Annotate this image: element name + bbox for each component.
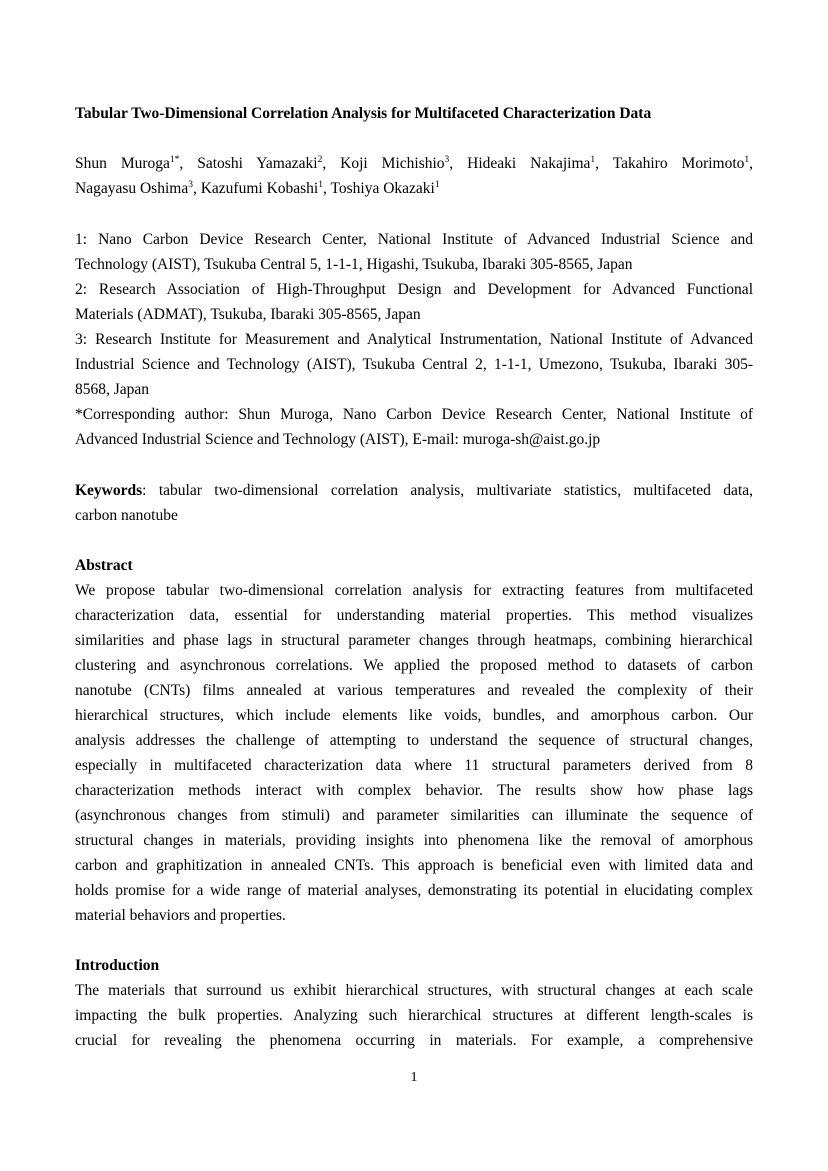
- abstract-line: carbon and graphitization in annealed CNTs. This approach is beneficial even with limited data and: [75, 857, 753, 874]
- author: Satoshi Yamazaki: [197, 155, 318, 172]
- keywords-line: carbon nanotube: [75, 507, 178, 524]
- author-line-1: Shun Muroga$^{1*}$, Satoshi Yamazaki$^2$, Koji Michishio$^3$, Hideaki Nakajima$^1$, Takahiro Morimoto$^1$,: [75, 154, 754, 172]
- author-affil-mark: 2: [317, 154, 323, 165]
- author: Koji Michishio: [340, 155, 445, 172]
- page-number: 1: [410, 1070, 418, 1085]
- author-affil-mark: 1: [318, 179, 323, 190]
- introduction-line: impacting the bulk properties. Analyzing such hierarchical structures at different length-scales is: [75, 1007, 753, 1024]
- affiliation-line: Industrial Science and Technology (AIST), Tsukuba Central 2, 1-1-1, Umezono, Tsukuba, Ibaraki 305-: [75, 356, 753, 373]
- author-line-2: Nagayasu Oshima$^3$, Kazufumi Kobashi$^1$, Toshiya Okazaki$^1$: [75, 179, 440, 197]
- abstract-line: analysis addresses the challenge of attempting to understand the sequence of structural changes,: [75, 732, 753, 749]
- affiliation-line: 3: Research Institute for Measurement and Analytical Instrumentation, National Institute of Advanced: [75, 331, 753, 348]
- author-affil-mark: 1: [434, 179, 440, 190]
- author: Nagayasu Oshima: [75, 180, 189, 197]
- introduction-heading: Introduction: [75, 957, 160, 974]
- author: Toshiya Okazaki: [330, 180, 435, 197]
- author-affil-mark: 1*: [169, 154, 180, 165]
- author-affil-mark: 1: [590, 154, 596, 165]
- introduction-line: crucial for revealing the phenomena occurring in materials. For example, a comprehensive: [75, 1032, 753, 1049]
- author: Takahiro Morimoto: [612, 155, 745, 172]
- affiliation-line: Materials (ADMAT), Tsukuba, Ibaraki 305-8565, Japan: [75, 306, 421, 323]
- abstract-line: material behaviors and properties.: [75, 907, 286, 924]
- affiliation-line: 2: Research Association of High-Throughput Design and Development for Advanced Functional: [75, 281, 753, 298]
- abstract-line: especially in multifaceted characterization data where 11 structural parameters derived from 8: [75, 757, 753, 774]
- affiliation-line: Technology (AIST), Tsukuba Central 5, 1-1-1, Higashi, Tsukuba, Ibaraki 305-8565, Japan: [75, 256, 633, 273]
- abstract-heading: Abstract: [75, 557, 133, 574]
- keywords-text: : tabular two-dimensional correlation analysis, multivariate statistics, multifaceted data,: [142, 482, 753, 499]
- author: Shun Muroga: [75, 155, 170, 172]
- paper-title: Tabular Two-Dimensional Correlation Analysis for Multifaceted Characterization Data: [75, 105, 652, 122]
- introduction-line: The materials that surround us exhibit hierarchical structures, with structural changes at each scale: [75, 982, 753, 999]
- abstract-body: [75, 578, 753, 928]
- author-list: [75, 151, 753, 201]
- affiliation-line: 8568, Japan: [75, 381, 150, 398]
- abstract-line: holds promise for a wide range of material analyses, demonstrating its potential in elucidating complex: [75, 882, 753, 899]
- affiliations: [75, 227, 753, 452]
- abstract-line: characterization methods interact with complex behavior. The results show how phase lags: [75, 782, 753, 799]
- author-affil-mark: 1: [744, 154, 750, 165]
- abstract-line: clustering and asynchronous correlations. We applied the proposed method to datasets of carbon: [75, 657, 753, 674]
- author: Hideaki Nakajima: [467, 155, 591, 172]
- abstract-line: similarities and phase lags in structural parameter changes through heatmaps, combining hierarchical: [75, 632, 753, 649]
- corresponding-author-line: Advanced Industrial Science and Technology (AIST), E-mail: muroga-sh@aist.go.jp: [75, 431, 601, 448]
- affiliation-line: 1: Nano Carbon Device Research Center, National Institute of Advanced Industrial Science and: [75, 231, 753, 248]
- keywords: [75, 478, 753, 528]
- abstract-line: We propose tabular two-dimensional correlation analysis for extracting features from multifaceted: [75, 582, 753, 599]
- abstract-line: structural changes in materials, providing insights into phenomena like the removal of amorphous: [75, 832, 753, 849]
- abstract-line: hierarchical structures, which include elements like voids, bundles, and amorphous carbon. Our: [75, 707, 753, 724]
- author-affil-mark: 3: [188, 179, 193, 190]
- abstract-line: nanotube (CNTs) films annealed at various temperatures and revealed the complexity of their: [75, 682, 753, 699]
- keywords-line: [75, 478, 753, 503]
- introduction-body: [75, 978, 753, 1053]
- abstract-line: characterization data, essential for understanding material properties. This method visualizes: [75, 607, 753, 624]
- author-affil-mark: 3: [444, 154, 450, 165]
- keywords-label: Keywords: [75, 482, 143, 499]
- abstract-line: (asynchronous changes from stimuli) and parameter similarities can illuminate the sequence of: [75, 807, 753, 824]
- corresponding-author-line: *Corresponding author: Shun Muroga, Nano Carbon Device Research Center, National Institute of: [75, 406, 753, 423]
- author: Kazufumi Kobashi: [200, 180, 319, 197]
